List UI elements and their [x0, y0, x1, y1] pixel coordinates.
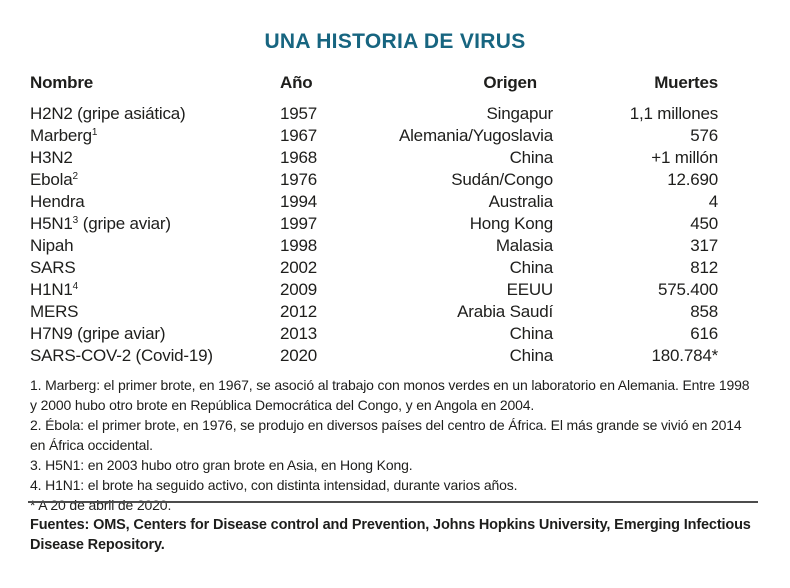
cell-year: 1968: [280, 148, 318, 167]
cell-year: 2009: [280, 280, 318, 299]
table-row: [30, 345, 718, 367]
cell-virus-name: Hendra: [30, 192, 85, 211]
cell-deaths: 450: [690, 214, 718, 233]
page-title: UNA HISTORIA DE VIRUS: [264, 30, 526, 53]
cell-year: 1997: [280, 214, 318, 233]
footnotes-block: [30, 375, 760, 515]
cell-origin: Arabia Saudí: [457, 302, 553, 321]
cell-origin: Singapur: [486, 104, 553, 123]
footnote: 3. H5N1: en 2003 hubo otro gran brote en Asia, en Hong Kong.: [30, 457, 413, 473]
footnote-marker: 3: [72, 215, 79, 226]
table-header-row: [30, 72, 718, 103]
cell-origin: EEUU: [506, 280, 553, 299]
table-row: [30, 169, 718, 191]
table-row: [30, 125, 718, 147]
cell-origin: China: [509, 346, 553, 365]
column-header-muertes: Muertes: [654, 73, 718, 92]
column-header-nombre: Nombre: [30, 73, 94, 92]
cell-year: 1967: [280, 126, 318, 145]
table-row: [30, 235, 718, 257]
table-row: [30, 213, 718, 235]
divider-rule: [28, 501, 758, 503]
cell-virus-name: Marberg$^1$: [30, 126, 98, 145]
cell-origin: Australia: [488, 192, 553, 211]
footnote-marker: 4: [72, 281, 79, 292]
footnote-marker: 1: [91, 127, 98, 138]
cell-virus-name: H2N2 (gripe asiática): [30, 104, 186, 123]
cell-virus-name: SARS-COV-2 (Covid-19): [30, 346, 213, 365]
cell-year: 1998: [280, 236, 318, 255]
sources-line: Fuentes: OMS, Centers for Disease control and Prevention, Johns Hopkins University, Emerging Infectious Disease Repository.: [30, 517, 751, 553]
cell-virus-name: H7N9 (gripe aviar): [30, 324, 166, 343]
cell-deaths: 575.400: [657, 280, 718, 299]
cell-year: 1957: [280, 104, 318, 123]
cell-origin: China: [509, 324, 553, 343]
column-header-origen: Origen: [483, 73, 537, 92]
cell-origin: China: [509, 148, 553, 167]
cell-virus-name: SARS: [30, 258, 76, 277]
cell-virus-name: Ebola$^2$: [30, 170, 79, 189]
cell-virus-name: H3N2: [30, 148, 73, 167]
cell-virus-name: Nipah: [30, 236, 74, 255]
cell-deaths: 616: [690, 324, 718, 343]
cell-virus-name: $H1N1^4$: [30, 280, 79, 299]
cell-year: 1994: [280, 192, 318, 211]
cell-origin: Malasia: [495, 236, 553, 255]
cell-deaths: 576: [690, 126, 718, 145]
cell-deaths: 12.690: [667, 170, 718, 189]
cell-year: 2020: [280, 346, 318, 365]
table-row: [30, 323, 718, 345]
table-row: [30, 147, 718, 169]
table-header: [30, 72, 718, 103]
cell-deaths: 1,1 millones: [629, 104, 718, 123]
table-row: [30, 301, 718, 323]
table-row: [30, 191, 718, 213]
cell-origin: Alemania/Yugoslavia: [398, 126, 553, 145]
table-row: [30, 257, 718, 279]
cell-year: 2002: [280, 258, 318, 277]
cell-origin: Hong Kong: [469, 214, 553, 233]
footnote: 1. Marberg: el primer brote, en 1967, se asoció al trabajo con monos verdes en un laboratorio en Alemania. Entre 1998 y 2000 hubo otro brote en República Democrática del Congo, y en Angola en 2004.: [30, 377, 750, 413]
cell-virus-name: $H5N1^3$ (gripe aviar): [30, 214, 171, 233]
column-header-ano: Año: [280, 73, 313, 92]
cell-year: 2012: [280, 302, 318, 321]
footnote: * A 20 de abril de 2020.: [30, 497, 172, 513]
footnote: 2. Ébola: el primer brote, en 1976, se produjo en diversos países del centro de África. El más grande se vivió en 2014 en África occidental.: [30, 417, 742, 453]
cell-origin: China: [509, 258, 553, 277]
cell-deaths: 4: [708, 192, 718, 211]
cell-deaths: 858: [690, 302, 718, 321]
table-body: [30, 103, 718, 367]
table-row: [30, 103, 718, 125]
cell-year: 1976: [280, 170, 318, 189]
footnote: 4. H1N1: el brote ha seguido activo, con distinta intensidad, durante varios años.: [30, 477, 518, 493]
cell-year: 2013: [280, 324, 318, 343]
footnote-marker: 2: [72, 171, 79, 182]
cell-deaths: 812: [690, 258, 718, 277]
cell-deaths: 317: [690, 236, 718, 255]
table-row: [30, 279, 718, 301]
virus-table: [30, 72, 718, 367]
cell-deaths: 180.784*: [651, 346, 718, 365]
cell-deaths: +1 millón: [651, 148, 718, 167]
cell-origin: Sudán/Congo: [451, 170, 553, 189]
cell-virus-name: MERS: [30, 302, 79, 321]
